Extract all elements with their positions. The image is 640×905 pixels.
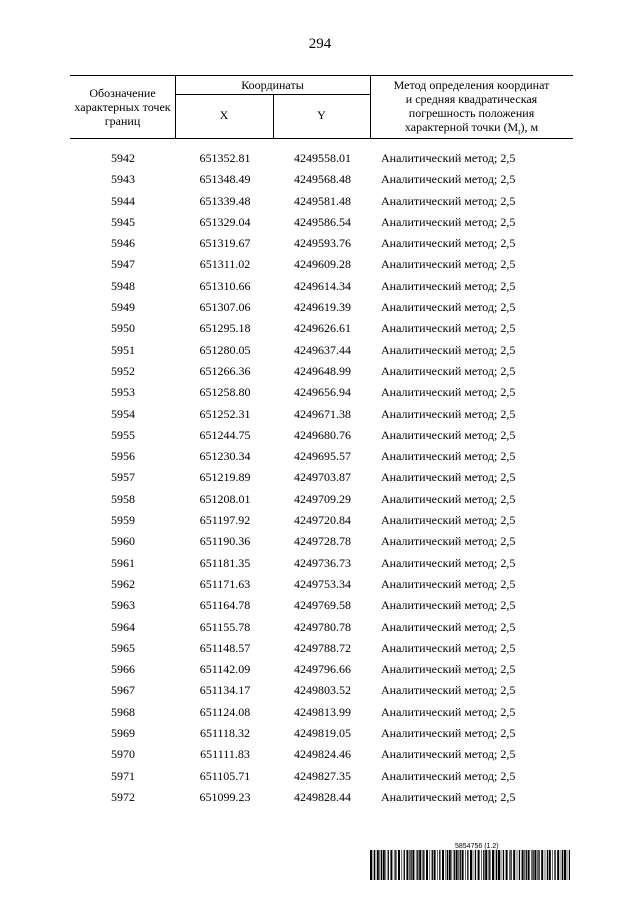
method-cell: Аналитический метод; 2,5 <box>381 683 516 698</box>
point-id-cell: 5943 <box>111 172 135 187</box>
point-id-cell: 5960 <box>111 534 135 549</box>
point-id-cell: 5955 <box>111 427 135 442</box>
coord-y-cell: 4249803.52 <box>294 683 351 698</box>
point-id-cell: 5971 <box>111 768 135 783</box>
table-row <box>0 212 640 233</box>
header-method-line: и средняя квадратическая <box>405 92 538 106</box>
point-id-cell: 5952 <box>111 363 135 378</box>
coord-y-cell: 4249828.44 <box>294 789 351 804</box>
table-row <box>0 446 640 467</box>
table-row <box>0 467 640 488</box>
table-row <box>0 595 640 616</box>
header-y: Y <box>317 108 326 122</box>
table-row <box>0 617 640 638</box>
method-cell: Аналитический метод; 2,5 <box>381 427 516 442</box>
header-method-line <box>370 120 573 139</box>
method-cell: Аналитический метод; 2,5 <box>381 300 516 315</box>
table-row <box>0 425 640 446</box>
table-row <box>0 297 640 318</box>
coord-x-cell: 651319.67 <box>199 236 251 251</box>
coord-x-cell: 651295.18 <box>199 321 251 336</box>
coord-x-cell: 651258.80 <box>199 385 251 400</box>
coord-y-cell: 4249819.05 <box>294 726 351 741</box>
coord-y-cell: 4249753.34 <box>294 576 351 591</box>
method-cell: Аналитический метод; 2,5 <box>381 619 516 634</box>
coord-x-cell: 651148.57 <box>199 640 251 655</box>
barcode-label: 5854756 (1.2) <box>455 843 499 850</box>
method-cell: Аналитический метод; 2,5 <box>381 726 516 741</box>
table-row <box>0 169 640 190</box>
coord-y-cell: 4249709.29 <box>294 491 351 506</box>
table-row <box>0 148 640 169</box>
coord-x-cell: 651219.89 <box>199 470 251 485</box>
coord-x-cell: 651310.66 <box>199 278 251 293</box>
point-id-cell: 5946 <box>111 236 135 251</box>
coord-x-cell: 651181.35 <box>199 555 251 570</box>
point-id-cell: 5957 <box>111 470 135 485</box>
coord-y-cell: 4249609.28 <box>294 257 351 272</box>
coord-y-cell: 4249671.38 <box>294 406 351 421</box>
coord-x-cell: 651266.36 <box>199 363 251 378</box>
method-cell: Аналитический метод; 2,5 <box>381 491 516 506</box>
method-cell: Аналитический метод; 2,5 <box>381 214 516 229</box>
method-cell: Аналитический метод; 2,5 <box>381 193 516 208</box>
point-id-cell: 5958 <box>111 491 135 506</box>
coord-y-cell: 4249813.99 <box>294 704 351 719</box>
point-id-cell: 5942 <box>111 151 135 165</box>
coord-y-cell: 4249827.35 <box>294 768 351 783</box>
point-id-cell: 5967 <box>111 683 135 698</box>
page-number: 294 <box>308 36 332 52</box>
coord-x-cell: 651244.75 <box>199 427 251 442</box>
coord-y-cell: 4249788.72 <box>294 640 351 655</box>
table-row <box>0 489 640 510</box>
method-cell: Аналитический метод; 2,5 <box>381 576 516 591</box>
coord-x-cell: 651134.17 <box>199 683 251 698</box>
point-id-cell: 5953 <box>111 385 135 400</box>
coord-y-cell: 4249626.61 <box>294 321 351 336</box>
method-cell: Аналитический метод; 2,5 <box>381 406 516 421</box>
table-row <box>0 318 640 339</box>
coord-x-cell: 651111.83 <box>200 747 250 762</box>
table-row <box>0 659 640 680</box>
coord-y-cell: 4249769.58 <box>294 598 351 613</box>
coord-x-cell: 651164.78 <box>199 598 251 613</box>
method-cell: Аналитический метод; 2,5 <box>381 534 516 549</box>
point-id-cell: 5964 <box>111 619 135 634</box>
coord-y-cell: 4249586.54 <box>294 214 351 229</box>
coord-x-cell: 651155.78 <box>199 619 251 634</box>
coord-x-cell: 651307.06 <box>199 300 251 315</box>
table-row <box>0 382 640 403</box>
barcode-icon <box>370 850 570 880</box>
method-cell: Аналитический метод; 2,5 <box>381 363 516 378</box>
table-body <box>0 148 640 808</box>
method-cell: Аналитический метод; 2,5 <box>381 151 516 165</box>
method-cell: Аналитический метод; 2,5 <box>381 236 516 251</box>
table-row <box>0 680 640 701</box>
header-coordinates: Координаты <box>241 78 304 92</box>
point-id-cell: 5963 <box>111 598 135 613</box>
table-row <box>0 191 640 212</box>
point-id-cell: 5954 <box>111 406 135 421</box>
point-id-cell: 5947 <box>111 257 135 272</box>
table-row <box>0 404 640 425</box>
table-row <box>0 361 640 382</box>
table-header <box>70 75 573 139</box>
method-cell: Аналитический метод; 2,5 <box>381 257 516 272</box>
coord-x-cell: 651352.81 <box>199 151 251 165</box>
coord-y-cell: 4249581.48 <box>294 193 351 208</box>
method-cell: Аналитический метод; 2,5 <box>381 385 516 400</box>
method-cell: Аналитический метод; 2,5 <box>381 704 516 719</box>
coord-x-cell: 651339.48 <box>199 193 251 208</box>
coord-y-cell: 4249614.34 <box>294 278 351 293</box>
coord-x-cell: 651230.34 <box>199 449 251 464</box>
coord-y-cell: 4249736.73 <box>294 555 351 570</box>
point-id-cell: 5950 <box>111 321 135 336</box>
method-cell: Аналитический метод; 2,5 <box>381 598 516 613</box>
header-method-text: характерной точки (M <box>404 120 519 134</box>
header-x: X <box>219 108 229 122</box>
coord-x-cell: 651280.05 <box>199 342 251 357</box>
table-row <box>0 553 640 574</box>
method-cell: Аналитический метод; 2,5 <box>381 789 516 804</box>
point-id-cell: 5959 <box>111 513 135 528</box>
coord-y-cell: 4249680.76 <box>294 427 351 442</box>
method-cell: Аналитический метод; 2,5 <box>381 449 516 464</box>
coord-x-cell: 651348.49 <box>199 172 251 187</box>
coord-y-cell: 4249695.57 <box>294 449 351 464</box>
point-id-cell: 5965 <box>111 640 135 655</box>
coord-x-cell: 651252.31 <box>199 406 251 421</box>
method-cell: Аналитический метод; 2,5 <box>381 470 516 485</box>
header-divider <box>175 94 370 95</box>
method-cell: Аналитический метод; 2,5 <box>381 555 516 570</box>
point-id-cell: 5972 <box>111 789 135 804</box>
coord-x-cell: 651099.23 <box>199 789 251 804</box>
point-id-cell: 5945 <box>111 214 135 229</box>
header-method-line: погрешность положения <box>408 106 535 120</box>
coord-y-cell: 4249619.39 <box>294 300 351 315</box>
coord-x-cell: 651105.71 <box>199 768 251 783</box>
point-id-cell: 5948 <box>111 278 135 293</box>
method-cell: Аналитический метод; 2,5 <box>381 768 516 783</box>
header-method-line: Метод определения координат <box>393 78 550 92</box>
coord-y-cell: 4249796.66 <box>294 662 351 677</box>
point-id-cell: 5970 <box>111 747 135 762</box>
coord-y-cell: 4249728.78 <box>294 534 351 549</box>
coord-x-cell: 651142.09 <box>199 662 251 677</box>
point-id-cell: 5956 <box>111 449 135 464</box>
table-row <box>0 638 640 659</box>
point-id-cell: 5949 <box>111 300 135 315</box>
method-cell: Аналитический метод; 2,5 <box>381 662 516 677</box>
point-id-cell: 5951 <box>111 342 135 357</box>
coord-x-cell: 651329.04 <box>199 214 251 229</box>
point-id-cell: 5961 <box>111 555 135 570</box>
coord-y-cell: 4249637.44 <box>294 342 351 357</box>
coord-x-cell: 651124.08 <box>199 704 251 719</box>
coord-x-cell: 651118.32 <box>199 726 251 741</box>
method-cell: Аналитический метод; 2,5 <box>381 321 516 336</box>
coord-y-cell: 4249780.78 <box>294 619 351 634</box>
point-id-cell: 5944 <box>111 193 135 208</box>
header-method-subscript: t <box>518 127 521 137</box>
table-row <box>0 254 640 275</box>
method-cell: Аналитический метод; 2,5 <box>381 278 516 293</box>
coord-y-cell: 4249593.76 <box>294 236 351 251</box>
header-method <box>370 78 573 139</box>
header-method-text: ), м <box>520 120 539 134</box>
coord-y-cell: 4249824.46 <box>294 747 351 762</box>
coord-y-cell: 4249656.94 <box>294 385 351 400</box>
table-row <box>0 531 640 552</box>
table-row <box>0 723 640 744</box>
header-point-designation: Обозначение характерных точек границ <box>74 86 171 128</box>
coord-x-cell: 651190.36 <box>199 534 251 549</box>
table-row <box>0 510 640 531</box>
point-id-cell: 5962 <box>111 576 135 591</box>
method-cell: Аналитический метод; 2,5 <box>381 640 516 655</box>
table-row <box>0 276 640 297</box>
coord-y-cell: 4249648.99 <box>294 363 351 378</box>
table-row <box>0 766 640 787</box>
coord-x-cell: 651311.02 <box>199 257 251 272</box>
point-id-cell: 5969 <box>111 726 135 741</box>
coord-x-cell: 651171.63 <box>199 576 251 591</box>
table-row <box>0 233 640 254</box>
coord-y-cell: 4249568.48 <box>294 172 351 187</box>
table-row <box>0 787 640 808</box>
coord-y-cell: 4249558.01 <box>294 151 351 165</box>
table-row <box>0 702 640 723</box>
coord-x-cell: 651208.01 <box>199 491 251 506</box>
table-row <box>0 574 640 595</box>
coord-x-cell: 651197.92 <box>199 513 251 528</box>
coord-y-cell: 4249703.87 <box>294 470 351 485</box>
method-cell: Аналитический метод; 2,5 <box>381 513 516 528</box>
method-cell: Аналитический метод; 2,5 <box>381 342 516 357</box>
method-cell: Аналитический метод; 2,5 <box>381 172 516 187</box>
method-cell: Аналитический метод; 2,5 <box>381 747 516 762</box>
table-row <box>0 340 640 361</box>
coord-y-cell: 4249720.84 <box>294 513 351 528</box>
point-id-cell: 5968 <box>111 704 135 719</box>
point-id-cell: 5966 <box>111 662 135 677</box>
table-row <box>0 744 640 765</box>
